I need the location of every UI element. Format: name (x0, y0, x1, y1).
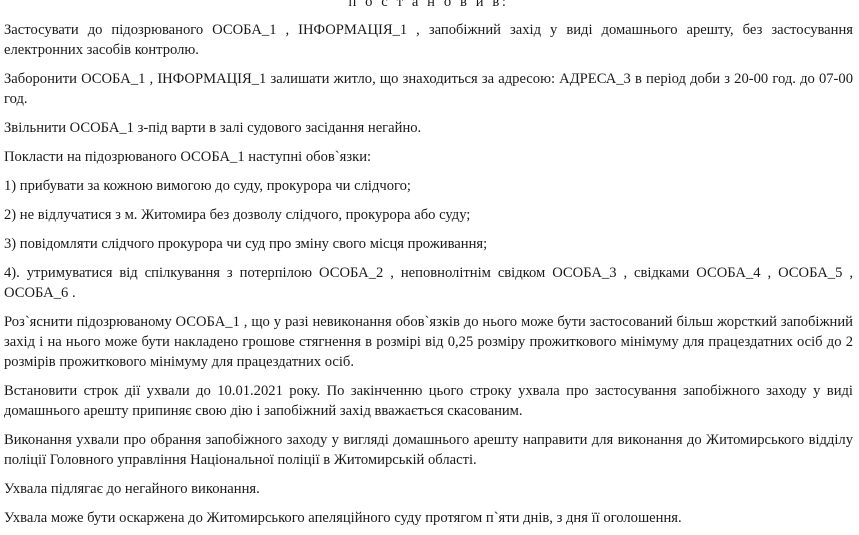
paragraph-appeal: Ухвала може бути оскаржена до Житомирського апеляційного суду протягом п`яти днів, з дня її оголошення. (4, 510, 682, 526)
document-body (4, 0, 853, 528)
obligation-item-2: 2) не відлучатися з м. Житомира без дозволу слідчого, прокурора або суду; (4, 207, 471, 223)
paragraph-prohibit-leaving: Заборонити ОСОБА_1 , ІНФОРМАЦІЯ_1 залишати житло, що знаходиться за адресою: АДРЕСА_3 в період доби з 20-00 год. до 07-00 год. (4, 71, 853, 107)
paragraph-preventive-measure: Застосувати до підозрюваного ОСОБА_1 , ІНФОРМАЦІЯ_1 , запобіжний захід у виді домашнього арешту, без застосування електронних засобів контролю. (4, 22, 853, 58)
paragraph-release: Звільнити ОСОБА_1 з-під варти в залі судового засідання негайно. (4, 120, 422, 136)
paragraph-immediate: Ухвала підлягає до негайного виконання. (4, 481, 260, 497)
resolution-heading: п о с т а н о в и в: (348, 0, 509, 10)
paragraph-execution: Виконання ухвали про обрання запобіжного заходу у вигляді домашнього арешту направити для виконання до Житомирського відділу поліції Головного управління Національної поліції в Житомирській області. (4, 432, 853, 468)
paragraph-obligations-intro: Покласти на підозрюваного ОСОБА_1 наступні обов`язки: (4, 149, 372, 165)
obligation-item-3: 3) повідомляти слідчого прокурора чи суд про зміну свого місця проживання; (4, 236, 488, 252)
paragraph-term: Встановити строк дії ухвали до 10.01.2021 року. По закінченню цього строку ухвала про застосування запобіжного заходу у виді домашнього арешту припиняє свою дію і запобіжний захід вважається скасованим. (4, 383, 853, 419)
obligation-item-1: 1) прибувати за кожною вимогою до суду, прокурора чи слідчого; (4, 178, 411, 194)
paragraph-explanation: Роз`яснити підозрюваному ОСОБА_1 , що у разі невиконання обов`язків до нього може бути застосований більш жорсткий запобіжний захід і на нього може бути накладено грошове стягнення в розмірі від 0,25 розміру прожиткового мінімуму для працездатних осіб до 2 розмірів прожиткового мінімуму для працездатних осіб. (4, 314, 853, 370)
obligation-item-4: 4). утримуватися від спілкування з потерпілою ОСОБА_2 , неповнолітнім свідком ОСОБА_3 , свідками ОСОБА_4 , ОСОБА_5 , ОСОБА_6 . (4, 265, 853, 301)
